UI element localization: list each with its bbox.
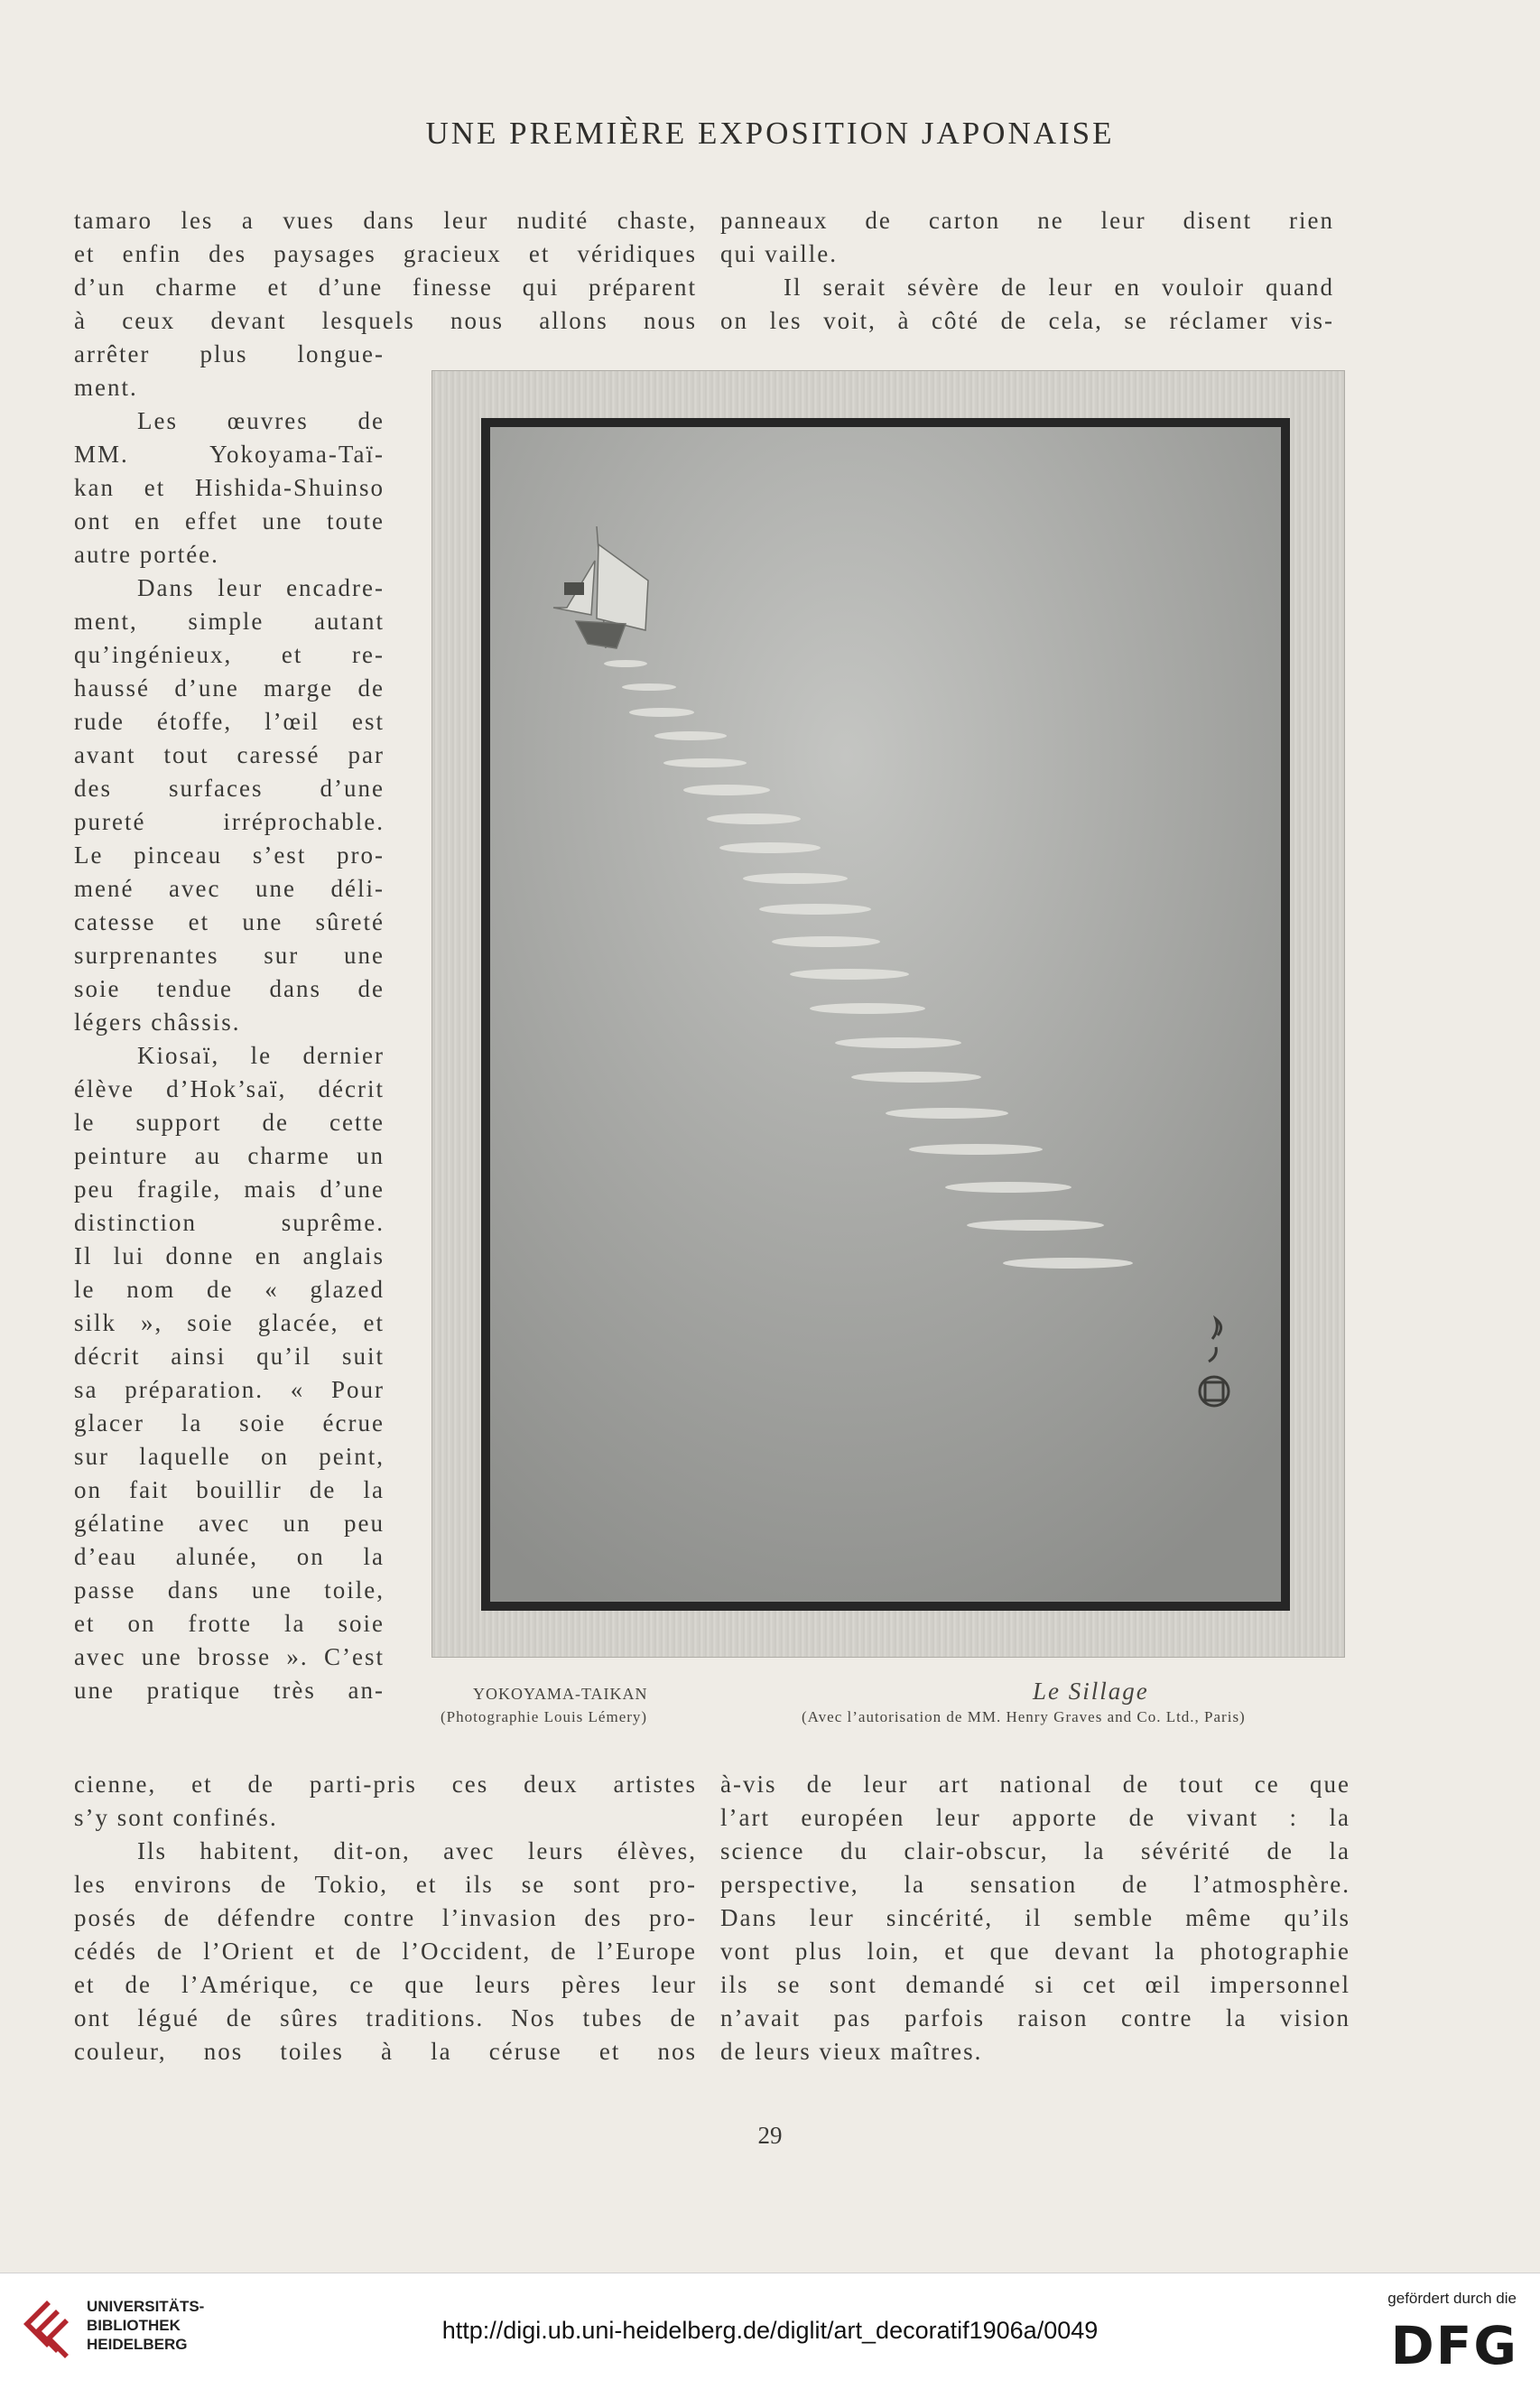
text-line: ment, simple autant: [74, 608, 385, 635]
text-line: qu’ingénieux, et re-: [74, 641, 385, 668]
text-line: surprenantes sur une: [74, 942, 385, 969]
source-url-link[interactable]: http://digi.ub.uni-heidelberg.de/diglit/art_decoratif1906a/0049: [441, 2317, 1099, 2344]
text-line: kan et Hishida-Shuinso: [74, 474, 385, 501]
text-line: autre portée.: [74, 541, 219, 568]
text-line: sa préparation. « Pour: [74, 1376, 385, 1403]
dfg-logo: DFG: [1390, 2315, 1518, 2376]
text-line: tamaro les a vues dans leur nudité chaste,: [74, 207, 697, 234]
text-line: haussé d’une marge de: [74, 674, 385, 702]
caption-artist: YOKOYAMA-TAIKAN: [473, 1685, 648, 1703]
sponsor-text: gefördert durch die: [1387, 2290, 1517, 2307]
text-line: Dans leur encadre-: [137, 574, 385, 601]
text-line: posés de défendre contre l’invasion des pro-: [74, 1904, 697, 1931]
text-line: les environs de Tokio, et ils se sont pro-: [74, 1871, 697, 1898]
text-line: légers châssis.: [74, 1009, 241, 1036]
text-line: à-vis de leur art national de tout ce que: [720, 1771, 1350, 1798]
text-line: ont légué de sûres traditions. Nos tubes de: [74, 2004, 697, 2031]
text-line: on fait bouillir de la: [74, 1476, 385, 1503]
university-name-line: UNIVERSITÄTS-: [87, 2298, 205, 2315]
text-line: glacer la soie écrue: [74, 1409, 385, 1436]
text-line: passe dans une toile,: [74, 1576, 385, 1604]
text-line: des surfaces d’une: [74, 775, 385, 802]
text-line: peu fragile, mais d’une: [74, 1176, 385, 1203]
text-line: s’y sont confinés.: [74, 1804, 278, 1831]
text-line: science du clair-obscur, la sévérité de la: [720, 1837, 1350, 1864]
text-line: gélatine avec un peu: [74, 1510, 385, 1537]
text-line: perspective, la sensation de l’atmosphère.: [720, 1871, 1350, 1898]
text-line: MM. Yokoyama-Taï-: [74, 441, 385, 468]
footer-bar: [0, 2273, 1540, 2389]
text-line: à ceux devant lesquels nous allons nous: [74, 307, 697, 334]
text-line: d’eau alunée, on la: [74, 1543, 385, 1570]
university-name-line: HEIDELBERG: [87, 2336, 188, 2353]
text-line: Kiosaï, le dernier: [137, 1042, 385, 1069]
text-line: cédés de l’Orient et de l’Occident, de l’Europe: [74, 1938, 697, 1965]
painting-frame: [481, 418, 1290, 1611]
text-line: une pratique très an-: [74, 1677, 385, 1704]
text-line: avec une brosse ». C’est: [74, 1643, 385, 1670]
text-line: le nom de « glazed: [74, 1276, 385, 1303]
text-line: mené avec une déli-: [74, 875, 385, 902]
university-name-line: BIBLIOTHEK: [87, 2317, 181, 2334]
text-line: cienne, et de parti-pris ces deux artistes: [74, 1771, 697, 1798]
figure-plate: [431, 370, 1345, 1658]
page-title: UNE PREMIÈRE EXPOSITION JAPONAISE: [425, 116, 1115, 151]
text-line: n’avait pas parfois raison contre la vision: [720, 2004, 1350, 2031]
text-line: de leurs vieux maîtres.: [720, 2038, 983, 2065]
page-number: 29: [757, 2122, 783, 2149]
text-line: catesse et une sûreté: [74, 908, 385, 935]
text-line: Il lui donne en anglais: [74, 1242, 385, 1269]
caption-authorization: (Avec l’autorisation de MM. Henry Graves and Co. Ltd., Paris): [802, 1708, 1246, 1725]
painting-le-sillage: [490, 427, 1281, 1602]
text-line: arrêter plus longue-: [74, 340, 385, 367]
text-line: ils se sont demandé si cet œil impersonnel: [720, 1971, 1350, 1998]
text-line: ont en effet une toute: [74, 507, 385, 535]
text-line: couleur, nos toiles à la céruse et nos: [74, 2038, 697, 2065]
caption-photo-credit: (Photographie Louis Lémery): [441, 1708, 648, 1725]
text-line: sur laquelle on peint,: [74, 1443, 385, 1470]
text-line: distinction suprême.: [74, 1209, 385, 1236]
text-line: panneaux de carton ne leur disent rien: [720, 207, 1334, 234]
text-line: vont plus loin, et que devant la photographie: [720, 1938, 1350, 1965]
text-line: silk », soie glacée, et: [74, 1309, 385, 1336]
text-line: peinture au charme un: [74, 1142, 385, 1169]
text-line: soie tendue dans de: [74, 975, 385, 1002]
text-line: avant tout caressé par: [74, 741, 385, 768]
text-line: et on frotte la soie: [74, 1610, 385, 1637]
text-line: on les voit, à côté de cela, se réclamer vis-: [720, 307, 1334, 334]
text-line: Les œuvres de: [137, 407, 385, 434]
text-line: l’art européen leur apporte de vivant : la: [720, 1804, 1350, 1831]
text-line: Le pinceau s’est pro-: [74, 841, 385, 869]
text-line: décrit ainsi qu’il suit: [74, 1343, 385, 1370]
text-line: ment.: [74, 374, 138, 401]
text-line: Dans leur sincérité, il semble même qu’ils: [720, 1904, 1350, 1931]
text-line: Ils habitent, dit-on, avec leurs élèves,: [137, 1837, 697, 1864]
text-line: qui vaille.: [720, 240, 838, 267]
text-line: d’un charme et d’une finesse qui préparent: [74, 274, 697, 301]
text-line: Il serait sévère de leur en vouloir quand: [784, 274, 1334, 301]
caption-title: Le Sillage: [1033, 1678, 1149, 1705]
text-line: pureté irréprochable.: [74, 808, 385, 835]
painting-illustration: [490, 427, 1281, 1602]
text-line: le support de cette: [74, 1109, 385, 1136]
text-line: élève d’Hok’saï, décrit: [74, 1075, 385, 1102]
text-line: rude étoffe, l’œil est: [74, 708, 385, 735]
text-line: et enfin des paysages gracieux et véridiques: [74, 240, 697, 267]
text-line: et de l’Amérique, ce que leurs pères leur: [74, 1971, 697, 1998]
